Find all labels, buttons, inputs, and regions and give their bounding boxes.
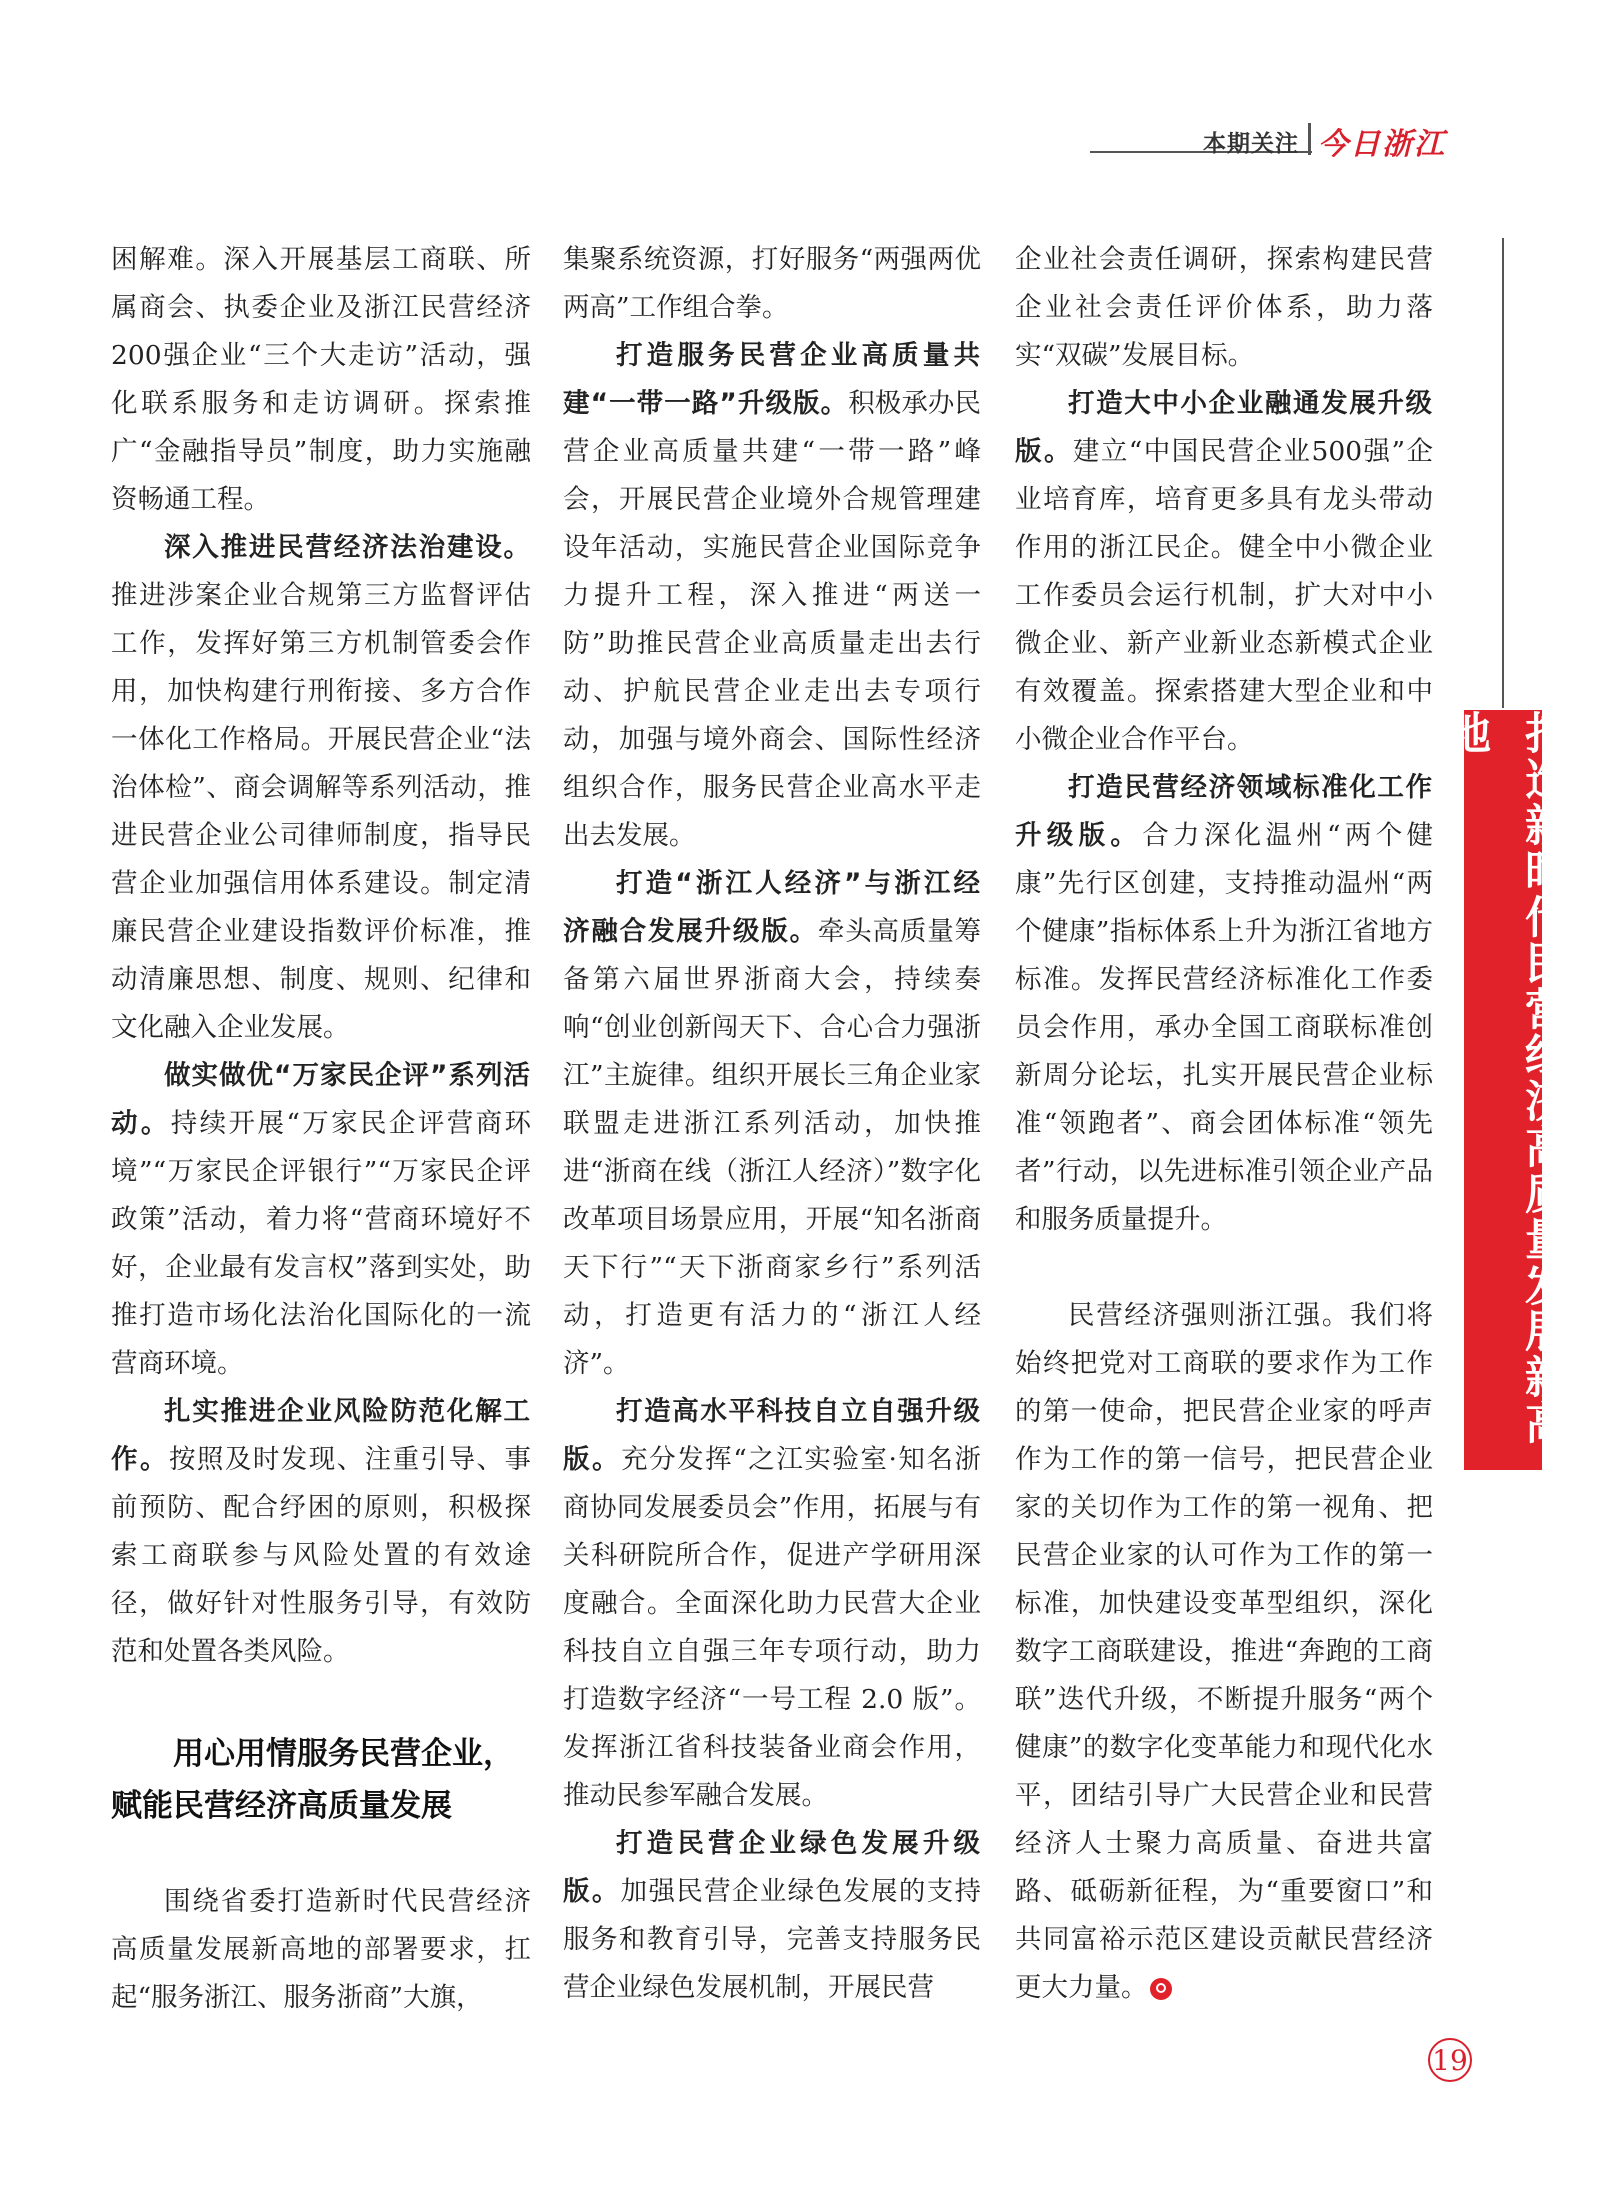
paragraph-lead: 打造高水平科技自立自强升级版。 (563, 1396, 981, 1475)
paragraph (111, 1388, 531, 1676)
section-heading-line-1: 用心用情服务民营企业， (173, 1736, 514, 1772)
paragraph (563, 1388, 981, 1820)
paragraph: 困解难。深入开展基层工商联、所属商会、执委企业及浙江民营经济200强企业“三个大走访”活动，强化联系服务和走访调研。探索推广“金融指导员”制度，助力实施融资畅通工程。 (111, 244, 531, 515)
paragraph (111, 524, 531, 1052)
paragraph-body: 牵头高质量筹备第六届世界浙商大会，持续奏响“创业创新闯天下、合心合力强浙江”主旋律。组织开展长三角企业家联盟走进浙江系列活动，加快推进“浙商在线（浙江人经济）”数字化改革项目场景应用，开展“知名浙商天下行”“天下浙商家乡行”系列活动，打造更有活力的“浙江人经济”。 (563, 916, 982, 1379)
paragraph-body: 充分发挥“之江实验室·知名浙商协同发展委员会”作用，拓展与有关科研院所合作，促进产学研用深度融合。全面深化助力民营大企业科技自立自强三年专项行动，助力打造数字经济“一号工程 2.0 版”。发挥浙江省科技装备业商会作用，推动民参军融合发展。 (563, 1444, 981, 1811)
side-rule (1502, 238, 1504, 708)
paragraph (111, 1052, 531, 1388)
paragraph (1015, 380, 1433, 764)
paragraph-lead: 打造民营企业绿色发展升级版。 (563, 1828, 981, 1907)
section-heading (111, 1728, 531, 1832)
paragraph-lead: 打造大中小企业融通发展升级版。 (1015, 388, 1433, 467)
paragraph-gap (1015, 1244, 1433, 1292)
topic-banner: 打造新时代民营经济高质量发展新高地 (1464, 710, 1542, 1470)
paragraph-lead: 打造“浙江人经济”与浙江经济融合发展升级版。 (563, 868, 981, 947)
paragraph-body: 加强民营企业绿色发展的支持服务和教育引导，完善支持服务民营企业绿色发展机制，开展民营 (563, 1876, 982, 2003)
article-column-2 (563, 236, 981, 2012)
paragraph-lead: 打造民营经济领域标准化工作升级版。 (1015, 772, 1433, 851)
paragraph-body: 推进涉案企业合规第三方监督评估工作，发挥好第三方机制管委会作用，加快构建行刑衔接、多方合作一体化工作格局。开展民营企业“法治体检”、商会调解等系列活动，推进民营企业公司律师制度，指导民营企业加强信用体系建设。制定清廉民营企业建设指数评价标准，推动清廉思想、制度、规则、纪律和文化融入企业发展。 (111, 580, 531, 1043)
paragraph-lead: 深入推进民营经济法治建设。 (164, 532, 531, 563)
paragraph-body: 按照及时发现、注重引导、事前预防、配合纾困的原则，积极探索工商联参与风险处置的有效途径，做好针对性服务引导，有效防范和处置各类风险。 (111, 1444, 532, 1667)
paragraph-lead: 打造服务民营企业高质量共建“一带一路”升级版。 (563, 340, 981, 419)
article-column-3 (1015, 236, 1433, 2012)
paragraph (563, 332, 981, 860)
paragraph-body: 持续开展“万家民企评营商环境”“万家民企评银行”“万家民企评政策”活动，着力将“营商环境好不好，企业最有发言权”落到实处，助推打造市场化法治化国际化的一流营商环境。 (111, 1108, 531, 1379)
paragraph-body: 建立“中国民营企业500强”企业培育库，培育更多具有龙头带动作用的浙江民企。健全中小微企业工作委员会运行机制，扩大对中小微企业、新产业新业态新模式企业有效覆盖。探索搭建大型企业和中小微企业合作平台。 (1015, 436, 1433, 755)
paragraph (563, 1820, 981, 2012)
magazine-logo: 今日浙江 (1318, 127, 1446, 162)
section-title: 本期关注 (1203, 131, 1299, 157)
header-divider (1308, 123, 1311, 155)
paragraph-lead: 做实做优“万家民企评”系列活动。 (111, 1060, 531, 1139)
paragraph (1015, 764, 1433, 1244)
paragraph (1015, 1292, 1433, 2012)
paragraph (563, 860, 981, 1388)
paragraph-lead: 扎实推进企业风险防范化解工作。 (111, 1396, 531, 1475)
section-heading-line-2: 赋能民营经济高质量发展 (111, 1788, 452, 1824)
paragraph: 企业社会责任调研，探索构建民营企业社会责任评价体系，助力落实“双碳”发展目标。 (1015, 244, 1433, 371)
end-of-article-icon (1150, 1978, 1172, 2000)
article-column-1 (111, 236, 531, 2022)
paragraph-body: 民营经济强则浙江强。我们将始终把党对工商联的要求作为工作的第一使命，把民营企业家的呼声作为工作的第一信号，把民营企业家的关切作为工作的第一视角、把民营企业家的认可作为工作的第一标准，加快建设变革型组织，深化数字工商联建设，推进“奔跑的工商联”迭代升级，不断提升服务“两个健康”的数字化变革能力和现代化水平，团结引导广大民营企业和民营经济人士聚力高质量、奋进共富路、砥砺新征程，为“重要窗口”和共同富裕示范区建设贡献民营经济更大力量。 (1015, 1300, 1433, 2003)
page-number: 19 (1428, 2038, 1472, 2082)
paragraph-body: 积极承办民营企业高质量共建“一带一路”峰会，开展民营企业境外合规管理建设年活动，实施民营企业国际竞争力提升工程，深入推进“两送一防”助推民营企业高质量走出去行动、护航民营企业走出去专项行动，加强与境外商会、国际性经济组织合作，服务民营企业高水平走出去发展。 (563, 388, 981, 851)
paragraph-body: 合力深化温州“两个健康”先行区创建，支持推动温州“两个健康”指标体系上升为浙江省地方标准。发挥民营经济标准化工作委员会作用，承办全国工商联标准创新周分论坛，扎实开展民营企业标准“领跑者”、商会团体标准“领先者”行动，以先进标准引领企业产品和服务质量提升。 (1015, 820, 1433, 1235)
paragraph: 围绕省委打造新时代民营经济高质量发展新高地的部署要求，扛起“服务浙江、服务浙商”大旗， (111, 1886, 531, 2013)
paragraph: 集聚系统资源，打好服务“两强两优两高”工作组合拳。 (563, 244, 981, 323)
